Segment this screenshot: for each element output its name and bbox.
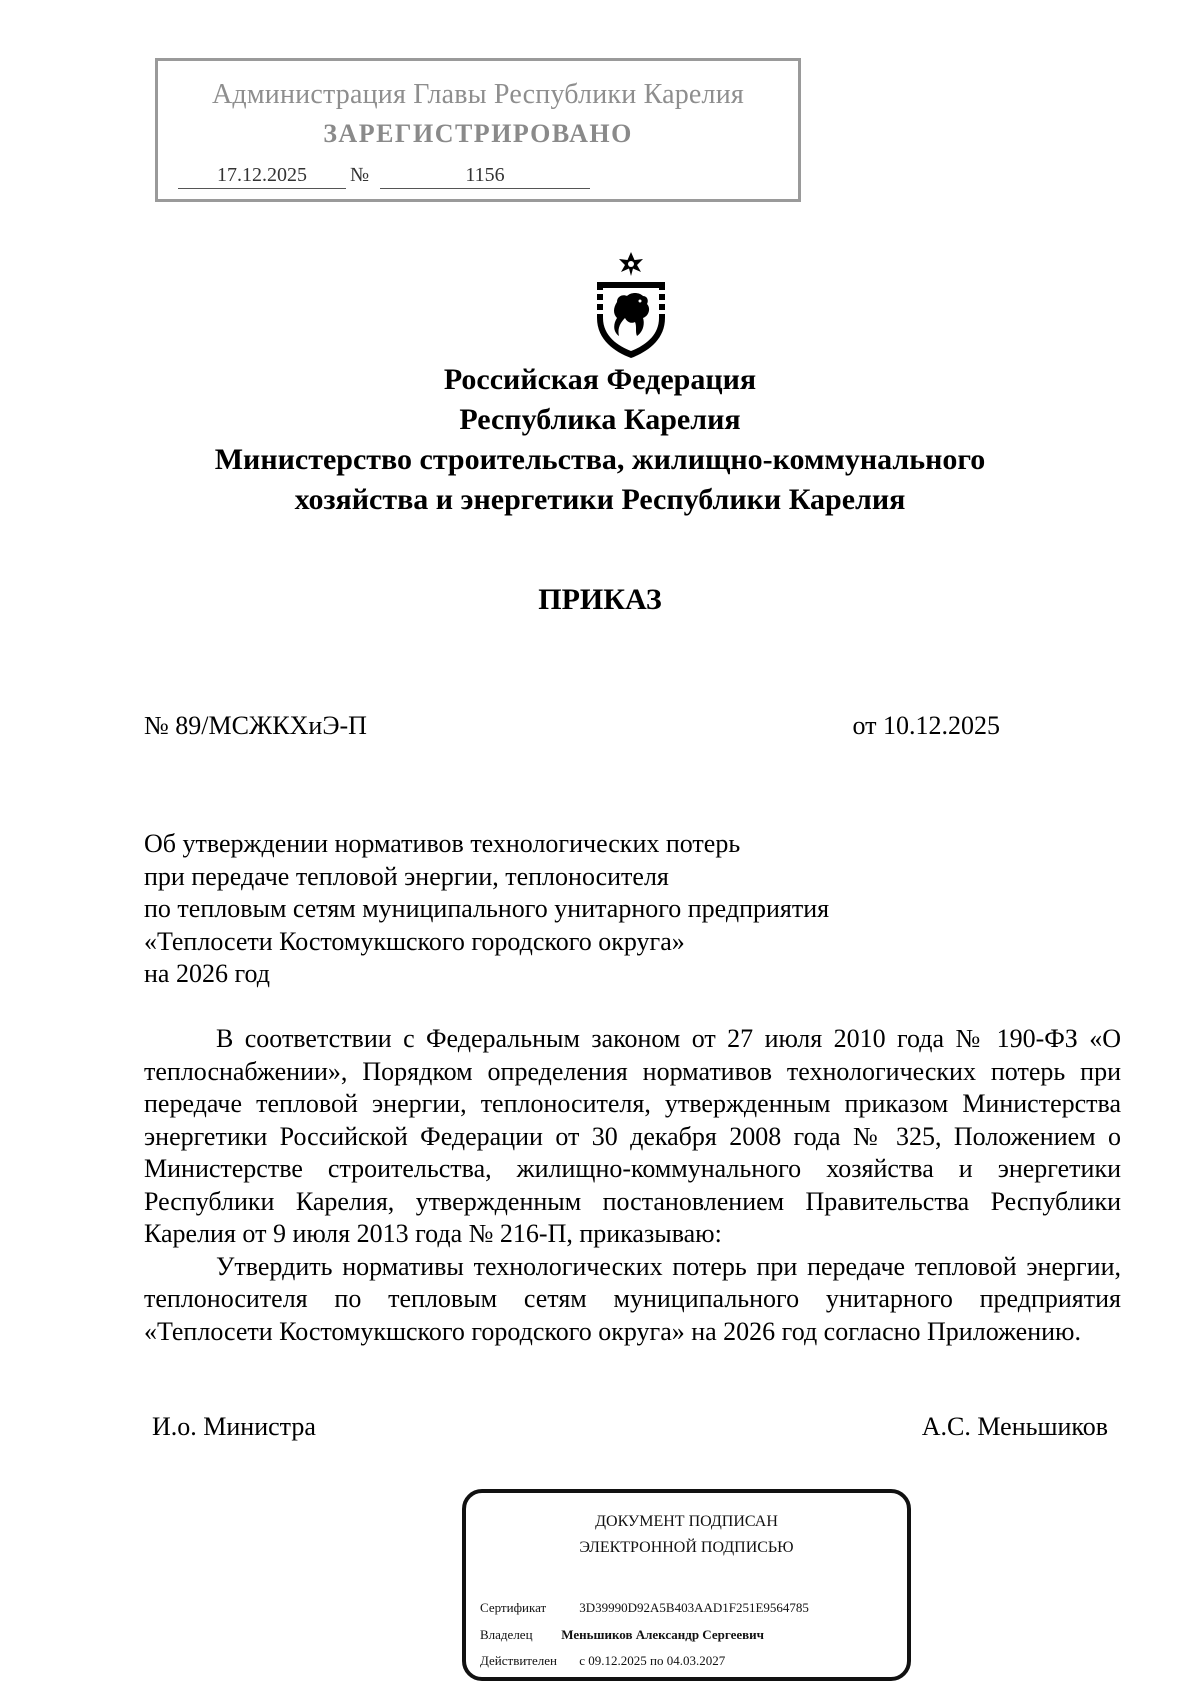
- header-ministry-line2: хозяйства и энергетики Республики Карелия: [294, 483, 906, 516]
- registration-stamp: [155, 58, 801, 202]
- header-ministry-line1: Министерство строительства, жилищно-коммунального: [214, 443, 986, 476]
- esig-valid-label: Действителен: [480, 1653, 557, 1668]
- subject-line: Об утверждении нормативов технологических потерь: [144, 829, 741, 858]
- stamp-status: ЗАРЕГИСТРИРОВАНО: [323, 119, 633, 148]
- subject-line: при передаче тепловой энергии, теплоносителя: [144, 861, 669, 891]
- header-region: Республика Карелия: [459, 403, 741, 436]
- esig-owner-label: Владелец: [480, 1627, 533, 1642]
- esig-owner-value: Меньшиков Александр Сергеевич: [561, 1627, 764, 1642]
- subject-line: «Теплосети Костомукшского городского округа»: [144, 926, 685, 956]
- esig-header-line1: ДОКУМЕНТ ПОДПИСАН: [595, 1513, 778, 1530]
- order-number: № 89/МСЖКХиЭ-П: [144, 711, 367, 740]
- esig-valid-value: с 09.12.2025 по 04.03.2027: [579, 1653, 726, 1668]
- order-subject: [144, 828, 829, 991]
- esig-certificate-value: 3D39990D92A5B403AAD1F251E9564785: [579, 1600, 809, 1615]
- karelia-coat-of-arms-icon: [583, 250, 679, 360]
- stamp-date: 17.12.2025: [178, 162, 346, 189]
- subject-line: на 2026 год: [144, 959, 270, 988]
- electronic-signature-stamp: [462, 1489, 911, 1681]
- esig-owner-row: [480, 1627, 764, 1643]
- header-country: Российская Федерация: [443, 363, 757, 396]
- stamp-number: 1156: [380, 162, 590, 189]
- esig-valid-row: [480, 1653, 725, 1669]
- document-header: [0, 360, 1200, 520]
- signatory-name: А.С. Меньшиков: [921, 1412, 1108, 1441]
- document-title: ПРИКАЗ: [538, 583, 662, 616]
- esig-certificate-label: Сертификат: [480, 1600, 547, 1615]
- order-body: [144, 1023, 1121, 1348]
- body-paragraph-basis: В соответствии с Федеральным законом от 27 июля 2010 года № 190-ФЗ «О теплоснабжении», Порядком определения нормативов технологических потерь при передаче тепловой энергии, теплоносителя, утвержденным приказом Министерства энергетики Российской Федерации от 30 декабря 2008 года № 325, Положением о Министерстве строительства, жилищно-коммунального хозяйства и энергетики Республики Карелия, утвержденным постановлением Правительства Республики Карелия от 9 июля 2013 года № 216-П, приказываю:: [144, 1024, 1121, 1248]
- body-paragraph-decision: Утвердить нормативы технологических потерь при передаче тепловой энергии, теплоносителя по тепловым сетям муниципального унитарного предприятия «Теплосети Костомукшского городского округа» на 2026 год согласно Приложению.: [144, 1251, 1121, 1346]
- stamp-organization: Администрация Главы Республики Карелия: [212, 79, 744, 110]
- stamp-number-sign: №: [350, 164, 370, 186]
- order-date: от 10.12.2025: [852, 711, 1000, 740]
- esig-certificate-row: [480, 1600, 809, 1616]
- esig-header-line2: ЭЛЕКТРОННОЙ ПОДПИСЬЮ: [579, 1539, 794, 1556]
- signatory-role: И.о. Министра: [152, 1412, 316, 1441]
- subject-line: по тепловым сетям муниципального унитарного предприятия: [144, 894, 830, 923]
